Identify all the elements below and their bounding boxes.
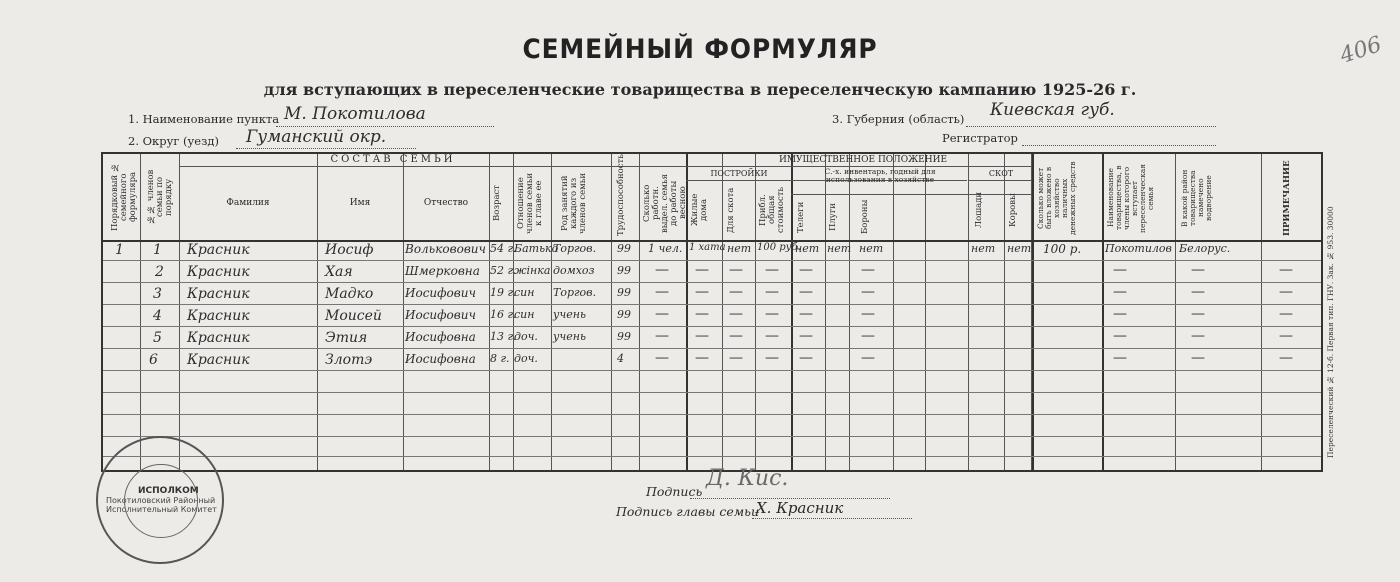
dash-mark: — (729, 284, 743, 300)
header-age: Возраст (492, 185, 502, 221)
header-member-no: №№ членов семьи по порядку (146, 169, 174, 225)
cell-relation: доч. (514, 352, 538, 365)
stamp-center-text: ИСПОЛКОМ (138, 486, 199, 496)
dash-mark: — (729, 306, 743, 322)
cell-name: Этия (325, 330, 368, 346)
header-buildings: ПОСТРОЙКИ (710, 169, 768, 178)
cell-ability: 99 (617, 264, 631, 277)
point-label: 1. Наименование пункта (128, 112, 280, 126)
header-other-value: Прибл. общая стоимость (758, 186, 786, 234)
signature-label: Подпись (646, 484, 703, 499)
cell-name: Мадко (325, 286, 374, 302)
header-partnership: Наименование товарищества, в члены которого вступает переселенческая семья (1106, 163, 1155, 233)
dash-mark: — (765, 262, 779, 278)
header-surname: Фамилия (226, 198, 270, 208)
header-family-composition: СОСТАВ СЕМЬИ (330, 154, 456, 165)
province-line (966, 126, 1216, 127)
form-subtitle: для вступающих в переселенческие товарищества в переселенческую кампанию 1925-26 г. (263, 80, 1137, 99)
corner-archive-number: 406 (1337, 32, 1385, 69)
cell-age: 13 г. (490, 330, 517, 343)
header-money: Сколько может быть вложено в хозяйство наличных денежных средств (1036, 161, 1077, 235)
district-line (236, 148, 416, 149)
cell-region: Белорус. (1179, 242, 1231, 255)
signature-value: Д. Кис. (706, 466, 789, 491)
cell-relation: син (514, 308, 535, 321)
cell-partnership: Покотилов (1105, 242, 1172, 255)
cell-money: 100 р. (1043, 242, 1082, 256)
cell-relation: жінка (514, 264, 551, 277)
district-label: 2. Округ (уезд) (128, 134, 219, 148)
dash-mark: — (1191, 284, 1205, 300)
header-patronymic: Отчество (423, 198, 469, 208)
dash-mark: — (729, 350, 743, 366)
header-ploughs: Плуги (828, 203, 838, 231)
cell-workers: 1 чел. (648, 242, 683, 255)
dash-mark: — (861, 328, 875, 344)
header-horses: Лошади (974, 191, 984, 229)
cell-surname: Красник (187, 352, 250, 368)
cell-patronymic: Иосифовна (405, 352, 476, 366)
header-property: ИМУЩЕСТВЕННОЕ ПОЛОЖЕНИЕ (778, 155, 948, 165)
cell-ability: 4 (617, 352, 624, 365)
dash-mark: — (861, 306, 875, 322)
cell-surname: Красник (187, 286, 250, 302)
header-inventory: С.-х. инвентарь, годный для использования в хозяйстве (824, 167, 936, 184)
cell-occupation: Торгов. (553, 286, 597, 299)
head-signature-label: Подпись главы семьи (616, 504, 760, 519)
cell-name: Моисей (325, 308, 382, 324)
cell-horses: нет (971, 242, 996, 255)
cell-patronymic: Иосифович (405, 286, 476, 300)
cell-surname: Красник (187, 308, 250, 324)
dash-mark: — (695, 284, 709, 300)
cell-member-no: 5 (153, 330, 162, 346)
dash-mark: — (799, 306, 813, 322)
dash-mark: — (1191, 262, 1205, 278)
dash-mark: — (1191, 328, 1205, 344)
cell-ability: 99 (617, 308, 631, 321)
cell-surname: Красник (187, 242, 250, 258)
cell-patronymic: Шмерковна (405, 264, 480, 278)
cell-member-no: 6 (149, 352, 158, 368)
dash-mark: — (729, 328, 743, 344)
registrar-line (1022, 145, 1216, 146)
district-value: Гуманский окр. (246, 127, 387, 147)
cell-age: 16 г. (490, 308, 517, 321)
dash-mark: — (729, 262, 743, 278)
dash-mark: — (765, 350, 779, 366)
header-barns: Для скота (726, 187, 736, 233)
header-workers: Сколько работн. выдел. семья до работы весною (642, 173, 688, 233)
header-harrows: Бороны (860, 199, 870, 235)
cell-other-value: 100 руб. (757, 242, 801, 253)
cell-name: Злотэ (325, 352, 373, 368)
cell-member-no: 1 (153, 242, 162, 258)
point-value: М. Покотилова (284, 104, 426, 124)
dash-mark: — (655, 328, 669, 344)
cell-carts: нет (795, 242, 820, 255)
cell-occupation: домхоз (553, 264, 595, 277)
official-stamp (96, 436, 224, 564)
header-occupation: Род занятий каждого из членов семьи (560, 172, 588, 234)
cell-ability: 99 (617, 330, 631, 343)
cell-ability: 99 (617, 286, 631, 299)
dash-mark: — (799, 350, 813, 366)
cell-ploughs: нет (827, 242, 852, 255)
header-relation: Отношение членов семьи к главе ее (516, 172, 544, 234)
dash-mark: — (1113, 306, 1127, 322)
dash-mark: — (765, 328, 779, 344)
cell-age: 8 г. (490, 352, 510, 365)
dash-mark: — (1113, 328, 1127, 344)
dash-mark: — (1191, 350, 1205, 366)
cell-patronymic: Иосифовна (405, 330, 476, 344)
cell-ability: 99 (617, 242, 631, 255)
cell-surname: Красник (187, 330, 250, 346)
cell-age: 52 г. (490, 264, 517, 277)
dash-mark: — (1113, 284, 1127, 300)
dash-mark: — (765, 284, 779, 300)
header-houses: Жилые дома (690, 193, 709, 227)
form-title: СЕМЕЙНЫЙ ФОРМУЛЯР (522, 34, 878, 65)
dash-mark: — (655, 262, 669, 278)
dash-mark: — (861, 284, 875, 300)
dash-mark: — (1279, 328, 1293, 344)
header-name: Имя (349, 198, 371, 208)
cell-cows: нет (1007, 242, 1032, 255)
cell-harrows: нет (859, 242, 884, 255)
dash-mark: — (765, 306, 779, 322)
family-table (101, 152, 1323, 472)
dash-mark: — (861, 350, 875, 366)
cell-age: 19 г. (490, 286, 517, 299)
cell-occupation: учень (553, 308, 586, 321)
cell-surname: Красник (187, 264, 250, 280)
dash-mark: — (799, 328, 813, 344)
dash-mark: — (1113, 262, 1127, 278)
dash-mark: — (695, 328, 709, 344)
registrar-label: Регистратор (942, 131, 1018, 145)
dash-mark: — (1113, 350, 1127, 366)
cell-member-no: 3 (153, 286, 162, 302)
province-label: 3. Губерния (область) (832, 112, 965, 126)
dash-mark: — (695, 262, 709, 278)
head-signature-line (752, 518, 912, 519)
dash-mark: — (695, 306, 709, 322)
cell-age: 54 г. (490, 242, 517, 255)
cell-family-no: 1 (115, 242, 124, 258)
dash-mark: — (861, 262, 875, 278)
dash-mark: — (1191, 306, 1205, 322)
cell-name: Хая (325, 264, 353, 280)
cell-name: Иосиф (325, 242, 374, 258)
dash-mark: — (655, 306, 669, 322)
head-signature-value: Х. Красник (756, 499, 844, 517)
dash-mark: — (1279, 284, 1293, 300)
header-carts: Телеги (796, 201, 806, 233)
cell-houses: 1 хата (689, 242, 726, 253)
cell-member-no: 4 (153, 308, 162, 324)
stamp-ring-text: Покотиловский Районный Исполнительный Комитет (106, 496, 217, 514)
cell-occupation: Торгов. (553, 242, 597, 255)
dash-mark: — (1279, 262, 1293, 278)
dash-mark: — (655, 284, 669, 300)
header-ability: Трудоспособность (616, 154, 626, 236)
printer-note: Переселенческий № 12-б. Первая тип. ГНУ. Зак. № 953. 30000 (1326, 206, 1335, 459)
cell-patronymic: Вольковович (405, 242, 486, 256)
cell-barns: нет (727, 242, 752, 255)
header-family-no: Порядковый № семейного формуляра (110, 162, 138, 232)
dash-mark: — (695, 350, 709, 366)
cell-relation: Батько (514, 242, 559, 255)
dash-mark: — (1279, 306, 1293, 322)
header-note: ПРИМЕЧАНИЕ (1282, 160, 1292, 236)
header-livestock: СКОТ (988, 169, 1014, 178)
province-value: Киевская губ. (990, 100, 1115, 120)
stamp-inner-circle (124, 464, 198, 538)
dash-mark: — (799, 284, 813, 300)
cell-relation: син (514, 286, 535, 299)
cell-member-no: 2 (155, 264, 164, 280)
dash-mark: — (799, 262, 813, 278)
cell-relation: доч. (514, 330, 538, 343)
cell-occupation: учень (553, 330, 586, 343)
header-cows: Коровы (1008, 193, 1018, 227)
dash-mark: — (655, 350, 669, 366)
cell-patronymic: Иосифович (405, 308, 476, 322)
dash-mark: — (1279, 350, 1293, 366)
header-region: В какой район товарищества намечено водворение (1180, 169, 1213, 227)
